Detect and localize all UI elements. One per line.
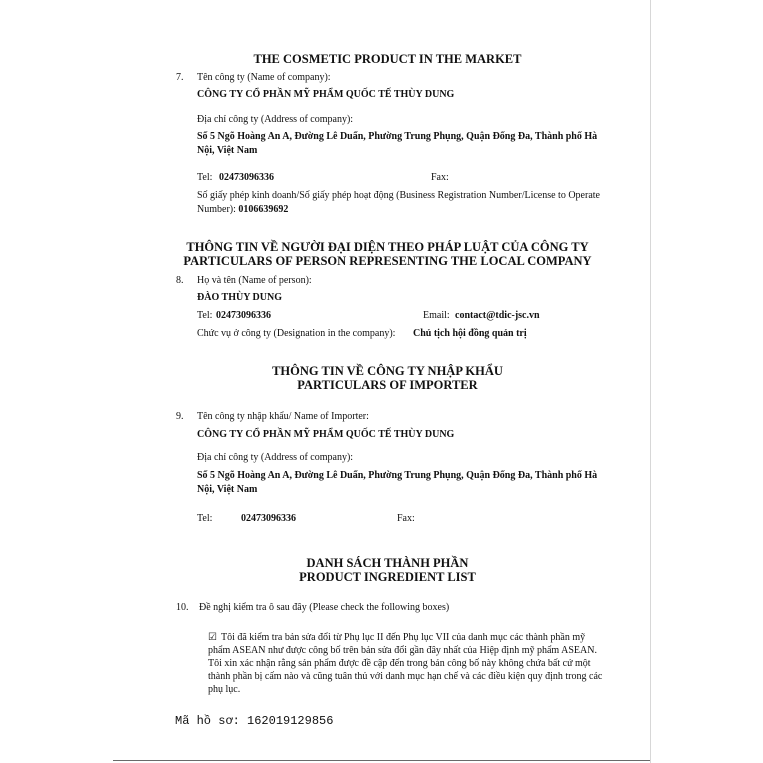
company-address-label: Địa chỉ công ty (Address of company): (197, 114, 354, 125)
company-name-label: Tên công ty (Name of company): (197, 72, 331, 83)
checked-box-icon[interactable]: ☑ (208, 632, 217, 643)
bottom-rule (113, 760, 650, 761)
section-7-heading: THE COSMETIC PRODUCT IN THE MARKET (253, 52, 522, 66)
importer-name-value: CÔNG TY CỔ PHẦN MỸ PHẨM QUỐC TẾ THÙY DUNG (197, 429, 455, 440)
person-name-value: ĐÀO THÙY DUNG (197, 292, 283, 303)
section-8-heading-vn: THÔNG TIN VỀ NGƯỜI ĐẠI DIỆN THEO PHÁP LUẬT CỦA CÔNG TY (186, 240, 589, 254)
record-code: Mã hồ sơ: 162019129856 (175, 714, 334, 728)
importer-fax-label: Fax: (397, 513, 415, 524)
section-10-heading-en: PRODUCT INGREDIENT LIST (299, 570, 476, 584)
person-email-value: contact@tdic-jsc.vn (455, 310, 540, 321)
importer-tel-label: Tel: (197, 513, 213, 524)
license-value: 0106639692 (238, 204, 289, 215)
person-tel-label: Tel: (197, 310, 213, 321)
person-email-label: Email: (423, 310, 450, 321)
section-10-number: 10. (176, 602, 189, 613)
license-block (197, 189, 617, 217)
declaration-text: Tôi đã kiểm tra bản sửa đổi từ Phụ lục II đến Phụ lục VII của danh mục các thành phần mỹ phẩm ASEAN như được công bố trên bản sửa đổi gần đây nhất của Hiệp định mỹ phẩm ASEAN. Tôi xin xác nhận rằng sản phẩm được đề cập đến trong bản công bố này không chứa bất cứ một thành phần bị cấm nào và cũng tuân thủ với danh mục hạn chế và các điều kiện quy định trong các phụ lục. (208, 632, 603, 695)
company-tel-label: Tel: (197, 172, 213, 183)
page-edge (650, 0, 651, 763)
person-tel-value: 02473096336 (216, 310, 271, 321)
declaration-block (208, 631, 606, 696)
designation-value: Chủ tịch hội đồng quản trị (413, 328, 527, 339)
license-label: Số giấy phép kinh doanh/Số giấy phép hoạt động (Business Registration Number/License to Operate Number): (197, 190, 600, 215)
company-fax-label: Fax: (431, 172, 449, 183)
section-8-heading-en: PARTICULARS OF PERSON REPRESENTING THE LOCAL COMPANY (183, 254, 592, 268)
importer-address-value: Số 5 Ngõ Hoàng An A, Đường Lê Duẩn, Phường Trung Phụng, Quận Đống Đa, Thành phố Hà Nội, Việt Nam (197, 470, 598, 495)
importer-address-label: Địa chỉ công ty (Address of company): (197, 452, 354, 463)
section-7-number: 7. (176, 72, 184, 83)
section-8-number: 8. (176, 275, 184, 286)
company-address-value: Số 5 Ngõ Hoàng An A, Đường Lê Duẩn, Phường Trung Phụng, Quận Đống Đa, Thành phố Hà Nội, Việt Nam (197, 131, 598, 156)
designation-label: Chức vụ ở công ty (Designation in the company): (197, 328, 396, 339)
section-10-heading-vn: DANH SÁCH THÀNH PHẦN (306, 556, 469, 570)
section-9-heading-vn: THÔNG TIN VỀ CÔNG TY NHẬP KHẨU (272, 364, 503, 378)
company-tel-value: 02473096336 (219, 172, 274, 183)
person-name-label: Họ và tên (Name of person): (197, 275, 312, 286)
section-9-number: 9. (176, 411, 184, 422)
check-instruction: Đề nghị kiểm tra ô sau đây (Please check the following boxes) (199, 602, 450, 613)
company-name-value: CÔNG TY CỔ PHẦN MỸ PHẨM QUỐC TẾ THÙY DUNG (197, 89, 455, 100)
importer-name-label: Tên công ty nhập khẩu/ Name of Importer: (197, 411, 369, 422)
importer-tel-value: 02473096336 (241, 513, 296, 524)
section-9-heading-en: PARTICULARS OF IMPORTER (297, 378, 478, 392)
